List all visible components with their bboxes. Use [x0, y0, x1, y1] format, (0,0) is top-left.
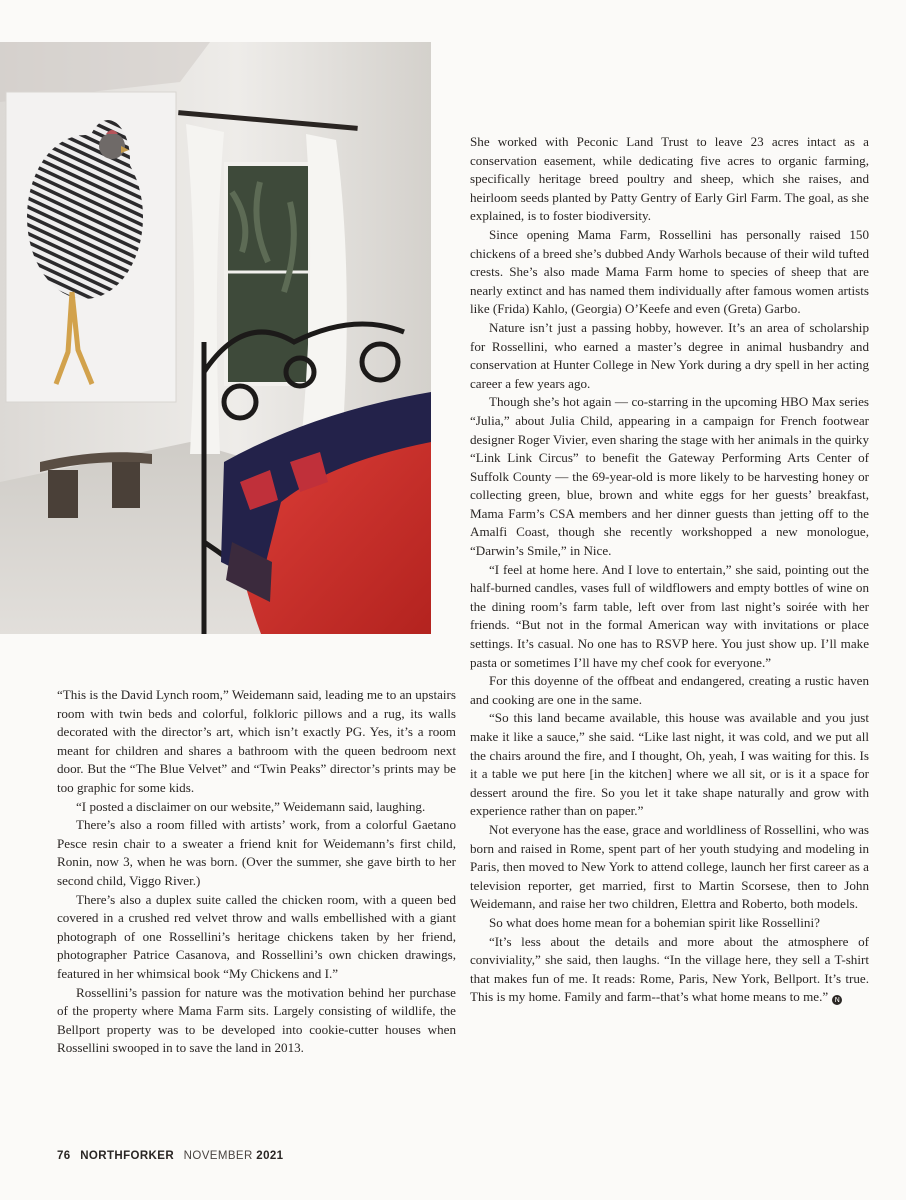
paragraph: Rossellini’s passion for nature was the motivation behind her purchase of the property where Mama Farm sits. Largely consisting of wildlife, the Bellport property was to be developed into cookie-cutter houses when Rossellini swooped in to save the land in 2013. — [57, 984, 456, 1056]
paragraph: There’s also a duplex suite called the chicken room, with a queen bed covered in a crushed red velvet throw and walls embellished with a giant photograph of one Rossellini’s heritage chickens taken by her friend, photographer Patrice Casanova, and Rossellini’s own chicken drawings, featured in her whimsical book “My Chickens and I.” — [57, 891, 456, 981]
paragraph: She worked with Peconic Land Trust to leave 23 acres intact as a conservation easement, while dedicating five acres to organic farming, specifically heritage breed poultry and sheep, which she raises, and heirloom seeds planted by Patty Gentry of Early Girl Farm. The goal, as she explained, is to foster biodiversity. — [470, 134, 869, 224]
window — [226, 164, 310, 384]
paragraph: “I posted a disclaimer on our website,” Weidemann said, laughing. — [76, 798, 426, 814]
paragraph: “So this land became available, this house was available and you just make it like a sauce,” she said. “Like last night, it was cold, and we put all the chairs around the fire, and I thought, Oh, yeah, I was waiting for this. Is it a table we put here [in the kitchen] where we all sit, or is it a space for dessert around the fire. So you let it take shape naturally and grow with experience rather than on paper.” — [470, 710, 869, 819]
paragraph: Since opening Mama Farm, Rossellini has personally raised 150 chickens of a breed she’s dubbed Andy Warhols because of their wild tufted crests. She’s also made Mama Farm home to species of sheep that are nearly extinct and has named them individually after famous women artists like (Frida) Kahlo, (Georgia) O’Keefe and even (Greta) Garbo. — [470, 226, 869, 317]
issue-year: 2021 — [256, 1150, 284, 1162]
paragraph: Not everyone has the ease, grace and worldliness of Rossellini, who was born and raised in Rome, spent part of her youth studying and modeling in Paris, then moved to New York to attend college, launch her first career as a television reporter, get married, first to Martin Scorsese, then to John Weidemann, and raise her two children, Elettra and Roberto, both models. — [470, 821, 869, 912]
page-footer — [57, 1150, 283, 1162]
paragraph: So what does home mean for a bohemian spirit like Rossellini? — [489, 914, 820, 930]
page-number: 76 — [57, 1150, 71, 1162]
paragraph: Though she’s hot again — co-starring in the upcoming HBO Max series “Julia,” about Julia Child, appearing in a campaign for French footwear designer Roger Vivier, even sharing the stage with her animals in the quirky “Link Link Circus” to benefit the Gateway Performing Arts Center of Suffolk County — the 69-year-old is more likely to be harvesting honey or collecting green, blue, brown and white eggs for her guests’ breakfast, Mama Farm’s CSA members and her dinner guests than jetting off to the Amalfi Coast, though she recently workshopped a new monologue, “Darwin’s Smile,” in Nice. — [470, 394, 869, 559]
paragraph: There’s also a room filled with artists’ work, from a colorful Gaetano Pesce resin chair to a sweater a friend knit for Weidemann’s first child, Ronin, now 3, when he was born. (Over the summer, she gave birth to her second child, Viggo River.) — [57, 817, 456, 888]
closing-paragraph — [470, 933, 869, 1007]
chicken-photograph — [6, 92, 176, 402]
paragraph: “This is the David Lynch room,” Weidemann said, leading me to an upstairs room with twin beds and colorful, folkloric pillows and a rug, its walls decorated with the director’s art, which isn’t exactly PG. Yes, it’s a room meant for children and shares a bathroom with the queen bedroom next door. But the “The Blue Velvet” and “Twin Peaks” director’s prints may be too graphic for some kids. — [57, 687, 456, 795]
issue-month: NOVEMBER — [183, 1150, 253, 1162]
paragraph: Nature isn’t just a passing hobby, however. It’s an area of scholarship for Rossellini, who earned a master’s degree in animal husbandry and conservation at Hunter College in New York during a dry spell in her acting career a few years ago. — [470, 319, 869, 391]
left-text-column — [57, 686, 456, 1058]
paragraph: For this doyenne of the offbeat and endangered, creating a rustic haven and cooking are one in the same. — [470, 673, 869, 707]
paragraph-text: “It’s less about the details and more about the atmosphere of conviviality,” she said, then laughs. “In the village here, they sell a T-shirt that makes fun of me. It reads: Rome, Paris, New York, Bellport. It’s true. This is my home. Family and farm--that’s what home means to me.” — [470, 933, 869, 1005]
end-mark-icon: N — [832, 995, 842, 1005]
article-photo — [0, 42, 431, 634]
paragraph: “I feel at home here. And I love to entertain,” she said, pointing out the half-burned candles, vases full of wildflowers and empty bottles of wine on the dining room’s farm table, left over from last night’s soirée with her friends. “But not in the formal American way with invitations or place settings. It’s casual. No one has to RSVP here. You just show up. I’ll make pasta or sometimes I’ll have my chef cook for everyone.” — [470, 561, 869, 670]
right-text-column — [470, 133, 869, 1007]
publication-name: NORTHFORKER — [80, 1150, 175, 1162]
